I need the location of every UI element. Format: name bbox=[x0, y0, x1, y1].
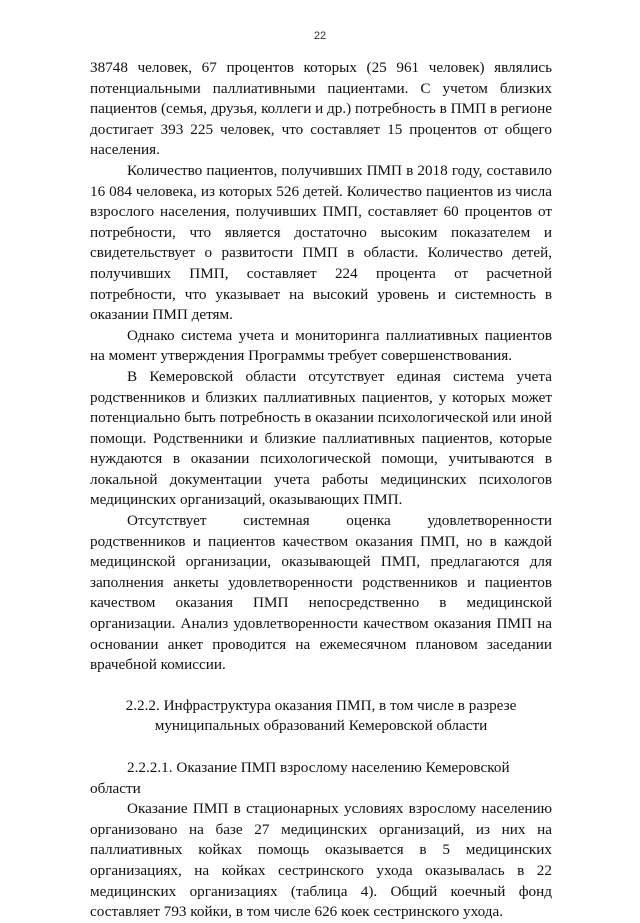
paragraph-satisfaction-assessment: Отсутствует системная оценка удовлетворенности родственников и пациентов качеством оказания ПМП, но в каждой медицинской организации, оказывающей ПМП, предлагаются для заполнения анкеты удовлетворенности родственников и пациентов качеством оказания ПМП непосредственно в медицинской организации. Анализ удовлетворенности качеством оказания ПМП на основании анкет проводится на ежемесячном плановом заседании врачебной комиссии. bbox=[90, 512, 552, 674]
paragraph-relatives-accounting: В Кемеровской области отсутствует единая система учета родственников и близких паллиативных пациентов, у которых может потенциально быть потребность в оказании психологической или иной помощи. Родственники и близкие паллиативных пациентов, которые нуждаются в оказании психологической помощи, учитываются в локальной документации учета работы медицинских психологов медицинских организаций, оказывающих ПМП. bbox=[90, 367, 552, 509]
document-body bbox=[90, 58, 552, 923]
section-heading bbox=[90, 696, 552, 737]
paragraph-patients-count: 38748 человек, 67 процентов которых (25 961 человек) являлись потенциальными паллиативными пациентами. С учетом близких пациентов (семья, друзья, коллеги и др.) потребность в ПМП в регионе достигает 393 225 человек, что составляет 15 процентов от общего населения. bbox=[90, 59, 552, 159]
section-heading-line-2: муниципальных образований Кемеровской области bbox=[154, 717, 488, 735]
subsection-heading: 2.2.2.1. Оказание ПМП взрослому населению Кемеровской области bbox=[90, 759, 510, 797]
paragraph-monitoring-system: Однако система учета и мониторинга паллиативных пациентов на момент утверждения Программы требует совершенствования. bbox=[90, 326, 552, 365]
paragraph-inpatient-care: Оказание ПМП в стационарных условиях взрослому населению организовано на базе 27 медицинских организаций, из них на паллиативных койках помощь оказывается в 5 медицинских организациях, на койках сестринского ухода оказывалась в 22 медицинских организациях (таблица 4). Общий коечный фонд составляет 793 койки, в том числе 626 коек сестринского ухода. bbox=[90, 800, 552, 921]
paragraph-patients-received: Количество пациентов, получивших ПМП в 2018 году, составило 16 084 человека, из которых 526 детей. Количество пациентов из числа взрослого населения, получивших ПМП, составляет 60 процентов от потребности, что является достаточно высоким показателем и свидетельствует о развитости ПМП в области. Количество детей, получивших ПМП, составляет 224 процента от расчетной потребности, что указывает на высокий уровень и системность в оказании ПМП детям. bbox=[90, 161, 552, 324]
section-heading-line-1: 2.2.2. Инфраструктура оказания ПМП, в том числе в разрезе bbox=[125, 696, 517, 714]
page-number: 22 bbox=[313, 30, 327, 42]
